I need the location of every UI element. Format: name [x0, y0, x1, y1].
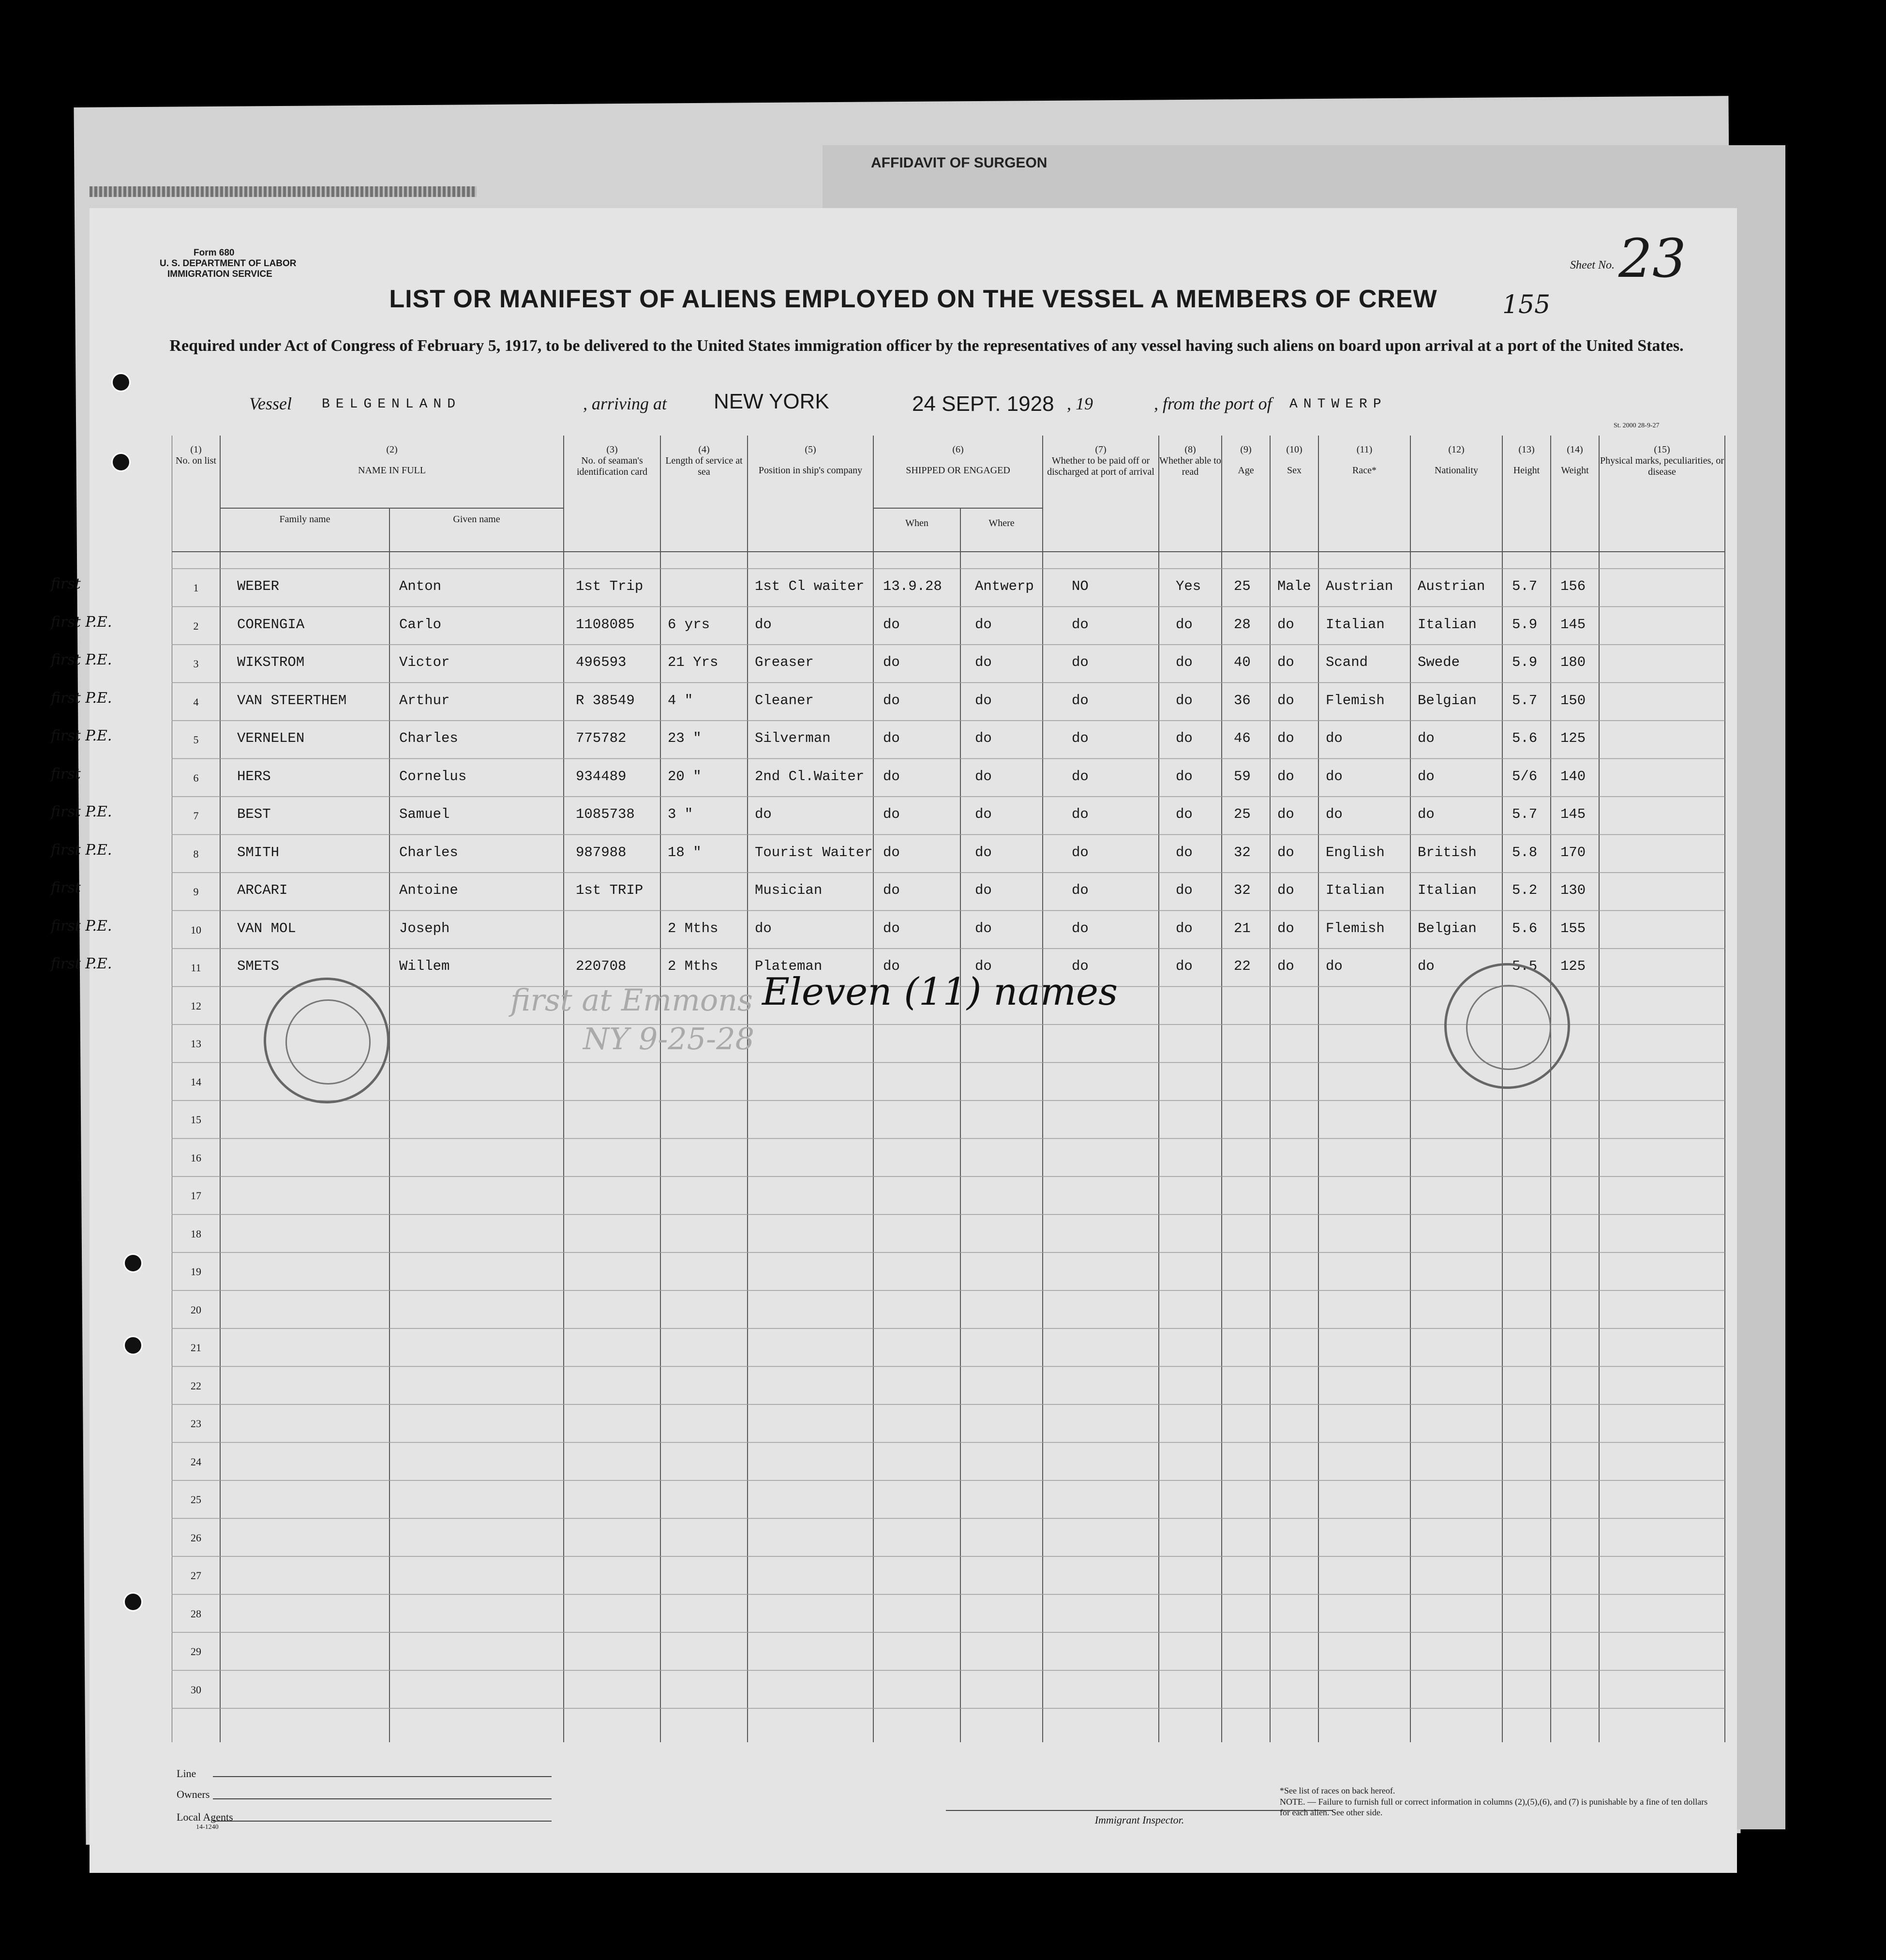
- line-label: Line: [177, 1767, 196, 1779]
- margin-note: first P.E.: [51, 841, 112, 859]
- service-length: 2 Mths: [668, 920, 718, 936]
- weight: 140: [1560, 768, 1586, 784]
- from-label: , from the port of: [1154, 394, 1272, 413]
- family-name: SMETS: [237, 958, 280, 974]
- paid-off: NO: [1072, 578, 1089, 594]
- row-number: 28: [191, 1607, 201, 1620]
- weight: 145: [1560, 616, 1586, 633]
- form-title: LIST OR MANIFEST OF ALIENS EMPLOYED ON THE VESSEL A MEMBERS OF CREW: [389, 285, 1437, 313]
- margin-note: first P.E.: [51, 955, 112, 972]
- paid-off: do: [1072, 692, 1089, 709]
- col-position: (5) Position in ship's company: [758, 444, 863, 476]
- row-number: 26: [191, 1531, 201, 1544]
- nationality: Swede: [1418, 654, 1460, 670]
- col-when: When: [905, 518, 928, 528]
- sheet-label: Sheet No.: [1570, 259, 1615, 271]
- row-number: 20: [191, 1303, 201, 1316]
- arriving-label: , arriving at: [583, 394, 667, 413]
- row-number: 27: [191, 1569, 201, 1582]
- row-number: 6: [193, 771, 199, 784]
- height: 5/6: [1512, 768, 1538, 784]
- col-race: (11) Race*: [1352, 444, 1377, 476]
- family-name: HERS: [237, 768, 271, 784]
- paid-off: do: [1072, 958, 1089, 974]
- race: Italian: [1326, 616, 1385, 633]
- form-number: Form 680: [194, 248, 235, 258]
- able-read: do: [1176, 844, 1193, 860]
- sex: do: [1277, 958, 1294, 974]
- shipped-where: do: [975, 844, 992, 860]
- row-number: 3: [193, 658, 199, 670]
- family-name: WIKSTROM: [237, 654, 305, 670]
- id-card: 1108085: [576, 616, 635, 633]
- sex: do: [1277, 920, 1294, 936]
- margin-note: first P.E.: [51, 727, 112, 744]
- paid-off: do: [1072, 768, 1089, 784]
- shipped-where: Antwerp: [975, 578, 1034, 594]
- id-card: 1st Trip: [576, 578, 644, 594]
- back-sheet-title: AFFIDAVIT OF SURGEON: [871, 155, 1048, 171]
- position: Silverman: [755, 730, 831, 746]
- sex: do: [1277, 882, 1294, 898]
- position: 1st Cl waiter: [755, 578, 865, 594]
- col-paid-off: (7) Whether to be paid off or discharged at port of arrival: [1047, 444, 1154, 477]
- age: 59: [1234, 768, 1251, 784]
- given-name: Samuel: [399, 806, 450, 822]
- weight: 125: [1560, 730, 1586, 746]
- race: Scand: [1326, 654, 1368, 670]
- height: 5.2: [1512, 882, 1538, 898]
- position: do: [755, 806, 772, 822]
- row-number: 4: [193, 695, 199, 708]
- col-height: (13) Height: [1513, 444, 1540, 476]
- sex: do: [1277, 616, 1294, 633]
- shipped-where: do: [975, 654, 992, 670]
- sex: Male: [1277, 578, 1311, 594]
- service-length: 3 ": [668, 806, 693, 822]
- stock-code: St. 2000 28-9-27: [1614, 422, 1660, 429]
- nationality: do: [1418, 958, 1435, 974]
- row-number: 8: [193, 847, 199, 860]
- family-name: WEBER: [237, 578, 280, 594]
- vessel-label: Vessel: [249, 394, 292, 413]
- given-name: Joseph: [399, 920, 450, 936]
- able-read: do: [1176, 654, 1193, 670]
- given-name: Antoine: [399, 882, 458, 898]
- able-read: do: [1176, 616, 1193, 633]
- agents-code: 14-1240: [196, 1824, 219, 1831]
- col-nationality: (12) Nationality: [1435, 444, 1478, 476]
- margin-number: 155: [1502, 290, 1551, 319]
- age: 22: [1234, 958, 1251, 974]
- family-name: VERNELEN: [237, 730, 305, 746]
- row-number: 12: [191, 999, 201, 1012]
- act-text: Required under Act of Congress of February 5, 1917, to be delivered to the United States immigration officer by the representatives of any vessel having such aliens on board upon arrival at a port of the United States.: [169, 337, 1684, 355]
- sex: do: [1277, 692, 1294, 709]
- id-card: R 38549: [576, 692, 635, 709]
- age: 25: [1234, 806, 1251, 822]
- position: Greaser: [755, 654, 814, 670]
- id-card: 934489: [576, 768, 627, 784]
- sex: do: [1277, 844, 1294, 860]
- able-read: do: [1176, 768, 1193, 784]
- weight: 180: [1560, 654, 1586, 670]
- able-read: do: [1176, 806, 1193, 822]
- position: Plateman: [755, 958, 823, 974]
- race: Italian: [1326, 882, 1385, 898]
- position: Cleaner: [755, 692, 814, 709]
- row-number: 25: [191, 1493, 201, 1506]
- shipped-where: do: [975, 920, 992, 936]
- races-note: *See list of races on back hereof.: [1280, 1786, 1395, 1795]
- margin-note: first: [51, 575, 81, 592]
- paid-off: do: [1072, 616, 1089, 633]
- height: 5.6: [1512, 920, 1538, 936]
- sex: do: [1277, 654, 1294, 670]
- paid-off: do: [1072, 920, 1089, 936]
- back-sheet-stamp: [90, 186, 477, 197]
- row-number: 2: [193, 619, 199, 632]
- position: Tourist Waiter: [755, 844, 873, 860]
- col-no: (1) No. on list: [176, 444, 216, 466]
- family-name: CORENGIA: [237, 616, 305, 633]
- punch-hole: [123, 1253, 143, 1273]
- position: 2nd Cl.Waiter: [755, 768, 865, 784]
- service-length: 6 yrs: [668, 616, 710, 633]
- shipped-where: do: [975, 730, 992, 746]
- weight: 125: [1560, 958, 1586, 974]
- given-name: Charles: [399, 844, 458, 860]
- service-length: 4 ": [668, 692, 693, 709]
- row-number: 23: [191, 1417, 201, 1430]
- col-sex: (10) Sex: [1286, 444, 1302, 476]
- service-length: 21 Yrs: [668, 654, 718, 670]
- age: 21: [1234, 920, 1251, 936]
- col-able-read: (8) Whether able to read: [1159, 444, 1221, 477]
- margin-note: first P.E.: [51, 917, 112, 935]
- nationality: do: [1418, 806, 1435, 822]
- able-read: do: [1176, 958, 1193, 974]
- row-number: 14: [191, 1075, 201, 1088]
- nationality: Austrian: [1418, 578, 1485, 594]
- height: 5.7: [1512, 806, 1538, 822]
- col-age: (9) Age: [1238, 444, 1254, 476]
- nationality: Italian: [1418, 882, 1477, 898]
- inspector-label: Immigrant Inspector.: [1094, 1814, 1184, 1826]
- owners-label: Owners: [177, 1788, 210, 1800]
- col-where: Where: [988, 518, 1015, 528]
- age: 32: [1234, 844, 1251, 860]
- id-card: 1085738: [576, 806, 635, 822]
- shipped-when: do: [883, 958, 900, 974]
- consulate-seal-right: [1444, 963, 1570, 1089]
- from-port: ANTWERP: [1289, 397, 1387, 412]
- given-name: Arthur: [399, 692, 450, 709]
- row-number: 15: [191, 1114, 201, 1126]
- col-family-name: Family name: [279, 514, 330, 525]
- row-number: 7: [193, 810, 199, 822]
- shipped-when: do: [883, 654, 900, 670]
- row-number: 11: [191, 962, 201, 974]
- vessel-name: BELGENLAND: [322, 397, 462, 412]
- shipped-where: do: [975, 882, 992, 898]
- nationality: do: [1418, 730, 1435, 746]
- shipped-when: 13.9.28: [883, 578, 942, 594]
- service-length: 18 ": [668, 844, 702, 860]
- able-read: do: [1176, 730, 1193, 746]
- paid-off: do: [1072, 844, 1089, 860]
- agents-label: Local Agents: [177, 1811, 233, 1823]
- race: Flemish: [1326, 920, 1385, 936]
- row-number: 13: [191, 1038, 201, 1050]
- shipped-when: do: [883, 920, 900, 936]
- nationality: British: [1418, 844, 1477, 860]
- able-read: do: [1176, 692, 1193, 709]
- shipped-when: do: [883, 692, 900, 709]
- nationality: do: [1418, 768, 1435, 784]
- row-number: 9: [193, 886, 199, 898]
- id-card: 496593: [576, 654, 627, 670]
- id-card: 220708: [576, 958, 627, 974]
- height: 5.5: [1512, 958, 1538, 974]
- race: do: [1326, 730, 1343, 746]
- height: 5.7: [1512, 692, 1538, 709]
- age: 40: [1234, 654, 1251, 670]
- shipped-when: do: [883, 768, 900, 784]
- height: 5.9: [1512, 654, 1538, 670]
- paid-off: do: [1072, 882, 1089, 898]
- form-header: [160, 248, 297, 280]
- height: 5.7: [1512, 578, 1538, 594]
- age: 46: [1234, 730, 1251, 746]
- able-read: do: [1176, 882, 1193, 898]
- height: 5.6: [1512, 730, 1538, 746]
- given-name: Anton: [399, 578, 442, 594]
- row-number: 24: [191, 1455, 201, 1468]
- family-name: VAN MOL: [237, 920, 296, 936]
- weight: 170: [1560, 844, 1586, 860]
- id-card: 987988: [576, 844, 627, 860]
- given-name: Victor: [399, 654, 450, 670]
- col-name: (2) NAME IN FULL: [358, 444, 426, 476]
- family-name: VAN STEERTHEM: [237, 692, 347, 709]
- race: do: [1326, 768, 1343, 784]
- shipped-where: do: [975, 616, 992, 633]
- shipped-when: do: [883, 806, 900, 822]
- manifest-sheet: [51, 208, 1737, 1873]
- form-department: U. S. DEPARTMENT OF LABOR: [160, 258, 297, 269]
- penalty-note: NOTE. — Failure to furnish full or correct information in columns (2),(5),(6), and (7) is punishable by a fine of ten dollars for each alien. See other side.: [1280, 1797, 1708, 1817]
- paid-off: do: [1072, 806, 1089, 822]
- sex: do: [1277, 730, 1294, 746]
- consulate-seal-left: [264, 978, 389, 1103]
- weight: 150: [1560, 692, 1586, 709]
- weight: 145: [1560, 806, 1586, 822]
- age: 25: [1234, 578, 1251, 594]
- height: 5.8: [1512, 844, 1538, 860]
- family-name: BEST: [237, 806, 271, 822]
- family-name: ARCARI: [237, 882, 288, 898]
- margin-note: first P.E.: [51, 689, 112, 707]
- shipped-where: do: [975, 806, 992, 822]
- punch-hole: [123, 1592, 143, 1612]
- given-name: Carlo: [399, 616, 442, 633]
- col-given-name: Given name: [453, 514, 500, 525]
- inspector-note: first at Emmons: [510, 982, 753, 1018]
- service-length: 23 ": [668, 730, 702, 746]
- margin-note: first P.E.: [51, 613, 112, 631]
- race: Flemish: [1326, 692, 1385, 709]
- position: Musician: [755, 882, 823, 898]
- punch-hole: [123, 1336, 143, 1355]
- row-number: 16: [191, 1151, 201, 1164]
- col-physical-marks: (15) Physical marks, peculiarities, or disease: [1600, 444, 1724, 477]
- weight: 130: [1560, 882, 1586, 898]
- row-number: 1: [193, 582, 199, 594]
- shipped-when: do: [883, 882, 900, 898]
- id-card: 775782: [576, 730, 627, 746]
- col-id-card: (3) No. of seaman's identification card: [576, 444, 648, 477]
- arrival-date: 24 SEPT. 1928: [912, 392, 1054, 416]
- shipped-when: do: [883, 730, 900, 746]
- age: 36: [1234, 692, 1251, 709]
- row-number: 29: [191, 1645, 201, 1658]
- given-name: Charles: [399, 730, 458, 746]
- margin-note: first: [51, 879, 81, 896]
- height: 5.9: [1512, 616, 1538, 633]
- row-number: 18: [191, 1227, 201, 1240]
- age: 28: [1234, 616, 1251, 633]
- col-shipped: (6) SHIPPED OR ENGAGED: [906, 444, 1010, 476]
- shipped-when: do: [883, 844, 900, 860]
- given-name: Willem: [399, 958, 450, 974]
- col-weight: (14) Weight: [1561, 444, 1589, 476]
- race: English: [1326, 844, 1385, 860]
- paid-off: do: [1072, 654, 1089, 670]
- margin-note: first P.E.: [51, 803, 112, 820]
- row-number: 22: [191, 1379, 201, 1392]
- race: do: [1326, 806, 1343, 822]
- id-card: 1st TRIP: [576, 882, 644, 898]
- weight: 155: [1560, 920, 1586, 936]
- row-number: 5: [193, 734, 199, 746]
- shipped-where: do: [975, 692, 992, 709]
- arriving-port: NEW YORK: [714, 390, 829, 413]
- race: do: [1326, 958, 1343, 974]
- punch-hole: [111, 373, 131, 392]
- col-length: (4) Length of service at sea: [665, 444, 743, 477]
- sheet-number: 23: [1618, 227, 1686, 289]
- sex: do: [1277, 806, 1294, 822]
- shipped-where: do: [975, 958, 992, 974]
- row-number: 30: [191, 1683, 201, 1696]
- nationality: Belgian: [1418, 692, 1477, 709]
- service-length: 2 Mths: [668, 958, 718, 974]
- weight: 156: [1560, 578, 1586, 594]
- names-count-note: Eleven (11) names: [762, 970, 1118, 1014]
- sex: do: [1277, 768, 1294, 784]
- margin-note: first: [51, 765, 81, 783]
- row-number: 10: [191, 923, 201, 936]
- family-name: SMITH: [237, 844, 280, 860]
- form-service: IMMIGRATION SERVICE: [167, 269, 272, 279]
- inspector-date: NY 9-25-28: [583, 1021, 755, 1056]
- paid-off: do: [1072, 730, 1089, 746]
- age: 32: [1234, 882, 1251, 898]
- row-number: 19: [191, 1266, 201, 1278]
- punch-hole: [111, 452, 131, 472]
- shipped-when: do: [883, 616, 900, 633]
- row-number: 21: [191, 1342, 201, 1354]
- able-read: do: [1176, 920, 1193, 936]
- position: do: [755, 616, 772, 633]
- nationality: Italian: [1418, 616, 1477, 633]
- given-name: Cornelus: [399, 768, 467, 784]
- row-number: 17: [191, 1190, 201, 1202]
- margin-note: first P.E.: [51, 651, 112, 668]
- position: do: [755, 920, 772, 936]
- service-length: 20 ": [668, 768, 702, 784]
- year-label: , 19: [1067, 394, 1093, 413]
- race: Austrian: [1326, 578, 1393, 594]
- shipped-where: do: [975, 768, 992, 784]
- nationality: Belgian: [1418, 920, 1477, 936]
- able-read: Yes: [1176, 578, 1201, 594]
